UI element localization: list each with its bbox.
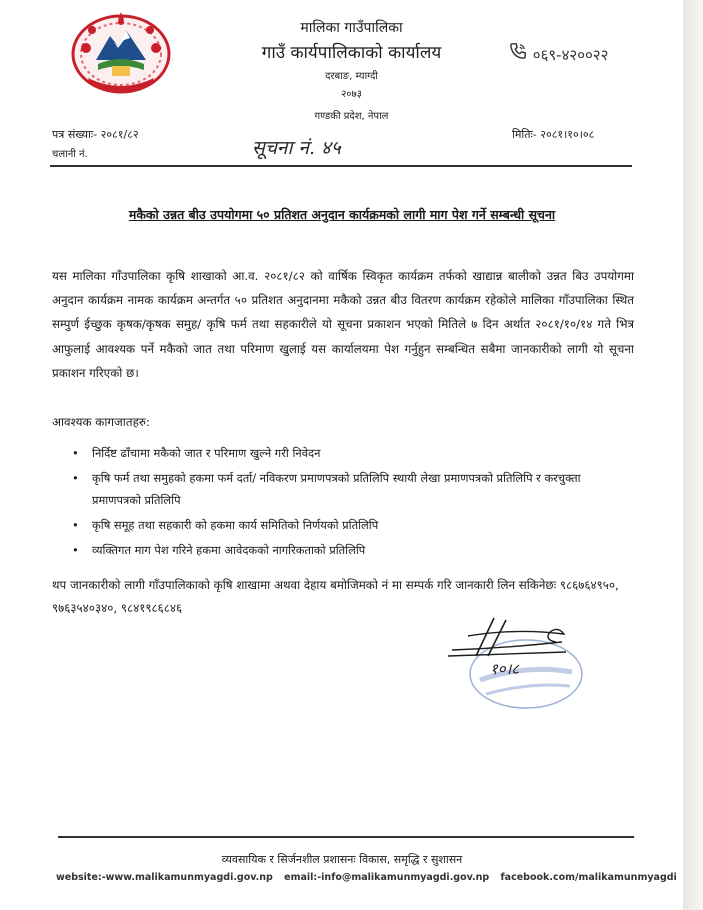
list-item: • निर्दिष्ट ढाँचामा मकैको जात र परिमाण खुल्ने गरी निवेदन [72,442,632,464]
notice-body: यस मालिका गाँउपालिका कृषि शाखाको आ.व. २०८१/८२ को वार्षिक स्विकृत कार्यक्रम तर्फको खाद्यान्न बालीको उन्नत बिउ उपयोगमा अनुदान कार्यक्रम नामक कार्यक्रम अन्तर्गत ५० प्रतिशत अनुदानमा मकैको उन्नत बीउ वितरण कार्यक्रम रहेकोले मालिका गाँउपालिका स्थित सम्पुर्ण ईच्छुक कृषक/कृषक समुह/ कृषि फर्म तथा सहकारीले यो सूचना प्रकाशन भएको मितिले ७ दिन अर्थात २०८१/१०/१४ गते भित्र आफुलाई आवश्यक पर्ने मकैको जात तथा परिमाण खुलाई यस कार्यालयमा पेश गर्नुहुन सम्बन्धित सबैमा जानकारीको लागी यो सूचना प्रकाशन गरिएको छ। [52,269,634,380]
province-name: गण्डकी प्रदेश, नेपाल [314,111,389,122]
date-value: २०८१।१०।०८ [540,128,595,141]
office-name: गाउँ कार्यपालिकाको कार्यालय [261,43,442,63]
date-label: मितिः- [512,128,537,141]
handwritten-notice-number: सूचना नं. ४५ [252,137,341,159]
reference-value: २०८१/८२ [100,128,139,141]
header-divider [50,165,632,167]
notice-subject: मकैको उन्नत बीउ उपयोगमा ५० प्रतिशत अनुदान कार्यक्रमको लागी माग पेश गर्ने सम्बन्धी सूचना [128,207,556,222]
list-item: • कृषि फर्म तथा समुहको हकमा फर्म दर्ता/ नविकरण प्रमाणपत्रको प्रतिलिपि स्थायी लेखा प्रमाणपत्रको प्रतिलिपि र करचुक्ता प्रमाणपत्रको प्रतिलिपि [72,467,632,511]
list-item: • व्यक्तिगत माग पेश गरिने हकमा आवेदकको नागरिकताको प्रतिलिपि [72,539,632,561]
signature-stamp-block [446,612,596,722]
phone-icon [508,42,528,60]
reference-number [52,127,139,142]
footer-facebook: facebook.com/malikamunmyagdi [500,872,677,883]
contact-info: थप जानकारीको लागी गाँउपालिकाको कृषि शाखामा अथवा देहाय बमोजिमको नं मा सम्पर्क गरि जानकारी लिन सकिनेछः ९८६७६४९५०, ९७६३५४०३४०, ९८४१९८६८४६ [52,578,619,615]
established-year: २०७३ [341,89,362,100]
reference-label: पत्र संख्याः- [52,128,98,141]
requirements-heading: आवश्यक कागजातहरु: [52,415,150,429]
footer-website: website:-www.malikamunmyagdi.gov.np [56,872,273,883]
municipality-name: मालिका गाउँपालिका [300,20,403,36]
list-item: • कृषि समूह तथा सहकारी को हकमा कार्य समितिको निर्णयको प्रतिलिपि [72,514,632,536]
office-location: दरबाङ, म्याग्दी [325,71,378,82]
footer-email: email:-info@malikamunmyagdi.gov.np [284,872,490,883]
nepal-emblem-icon [66,8,176,96]
phone-number-block [508,42,608,65]
footer-motto: व्यवसायिक र सिर्जनशील प्रशासनः विकास, समृद्धि र सुशासन [221,853,463,866]
footer-divider [58,836,634,838]
requirements-list [72,442,632,564]
footer-contacts [52,872,677,883]
phone-number: ०६९-४२००२२ [532,46,609,64]
official-stamp-icon [470,640,582,708]
page-edge [683,0,703,910]
dispatch-number-label: चलानी नं. [52,149,88,160]
stamp-date: १०।८ [490,660,520,678]
letter-date [512,127,594,142]
handwritten-signature-icon [448,618,566,656]
